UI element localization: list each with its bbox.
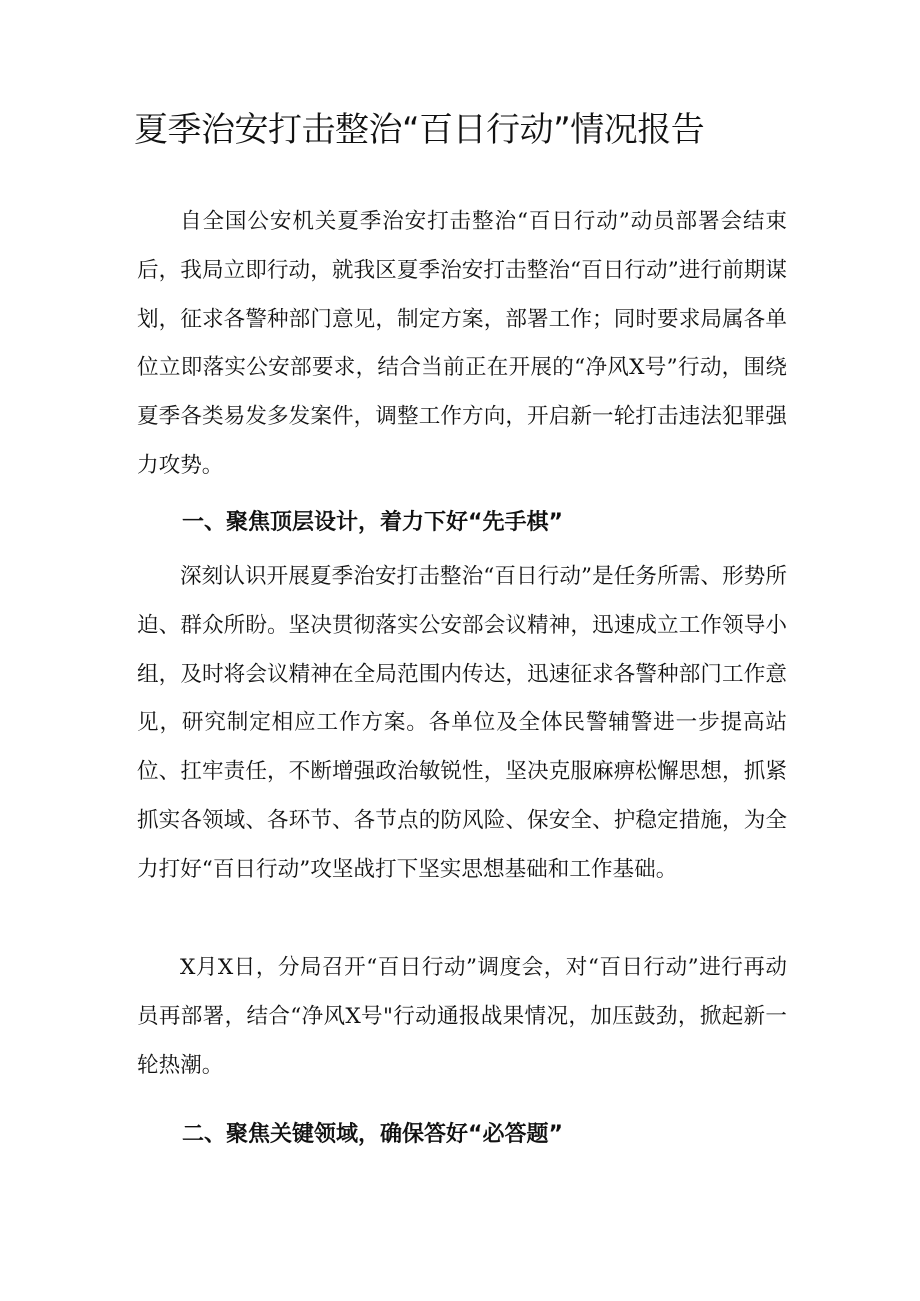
intro-paragraph: 自全国公安机关夏季治安打击整治“百日行动”动员部署会结束后，我局立即行动，就我区夏季治安打击整治“百日行动”进行前期谋划，征求各警种部门意见，制定方案，部署工作；同时要求局属各单位立即落实公安部要求，结合当前正在开展的“净风X号”行动，围绕夏季各类易发多发案件，调整工作方向，开启新一轮打击违法犯罪强力攻势。 xyxy=(137,209,787,478)
section-heading-1: 一、聚焦顶层设计，着力下好“先手棋” xyxy=(182,510,563,535)
section-1-paragraph-2: X月X日，分局召开“百日行动”调度会，对“百日行动”进行再动员再部署，结合“净风X号"行动通报战果情况，加压鼓劲，掀起新一轮热潮。 xyxy=(137,955,787,1078)
document-title: 夏季治安打击整治“百日行动”情况报告 xyxy=(134,110,705,150)
section-1-paragraph-1: 深刻认识开展夏季治安打击整治“百日行动”是任务所需、形势所迫、群众所盼。坚决贯彻落实公安部会议精神，迅速成立工作领导小组，及时将会议精神在全局范围内传达，迅速征求各警种部门工作意见，研究制定相应工作方案。各单位及全体民警辅警进一步提高站位、扛牢责任，不断增强政治敏锐性，坚决克服麻痹松懈思想，抓紧抓实各领域、各环节、各节点的防风险、保安全、护稳定措施，为全力打好“百日行动”攻坚战打下坚实思想基础和工作基础。 xyxy=(137,564,787,882)
section-heading-2: 二、聚焦关键领域，确保答好“必答题” xyxy=(182,1122,563,1147)
